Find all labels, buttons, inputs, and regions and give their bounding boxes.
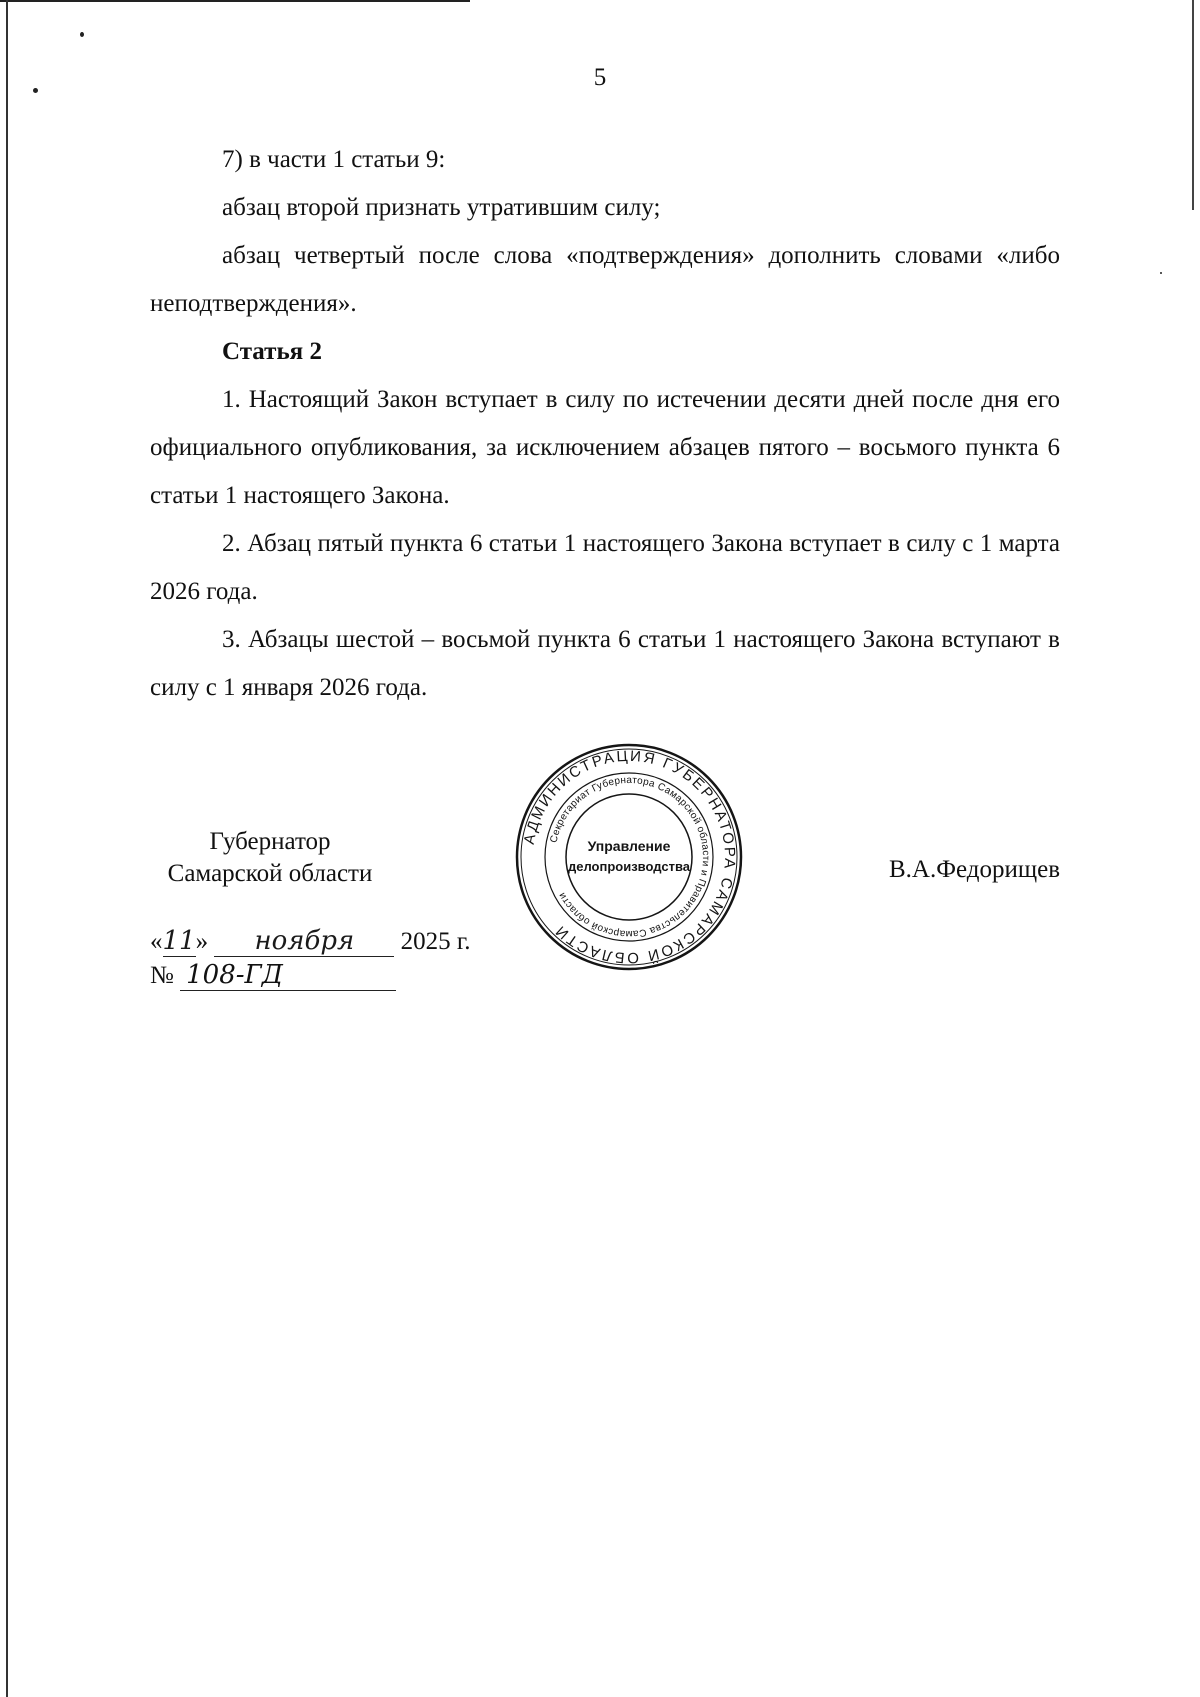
date-line: [150, 926, 471, 957]
signatory-title-line: Губернатор: [209, 828, 331, 855]
paragraph: 1. Настоящий Закон вступает в силу по истечении десяти дней после дня его официального опубликования, за исключением абзацев пятого – восьмого пункта 6 статьи 1 настоящего Закона.: [150, 386, 1060, 509]
date-day: 11: [162, 926, 196, 956]
article-heading: Статья 2: [222, 338, 322, 365]
date-close-quote: »: [195, 928, 209, 955]
scan-edge-left: [6, 0, 8, 1697]
date-month: ноября: [214, 926, 394, 957]
document-number-line: [150, 960, 396, 991]
scan-speck: [80, 32, 84, 37]
scan-edge-right: [1192, 0, 1194, 210]
official-seal: [514, 742, 744, 972]
paragraph: 3. Абзацы шестой – восьмой пункта 6 статьи 1 настоящего Закона вступают в силу с 1 января 2026 года.: [150, 626, 1060, 701]
signatory-name: В.А.Федорищев: [889, 856, 1060, 883]
document-number: 108-ГД: [180, 960, 396, 991]
paragraph: абзац второй признать утратившим силу;: [222, 194, 661, 221]
seal-inner-text: Секретариат Губернатора Самарской области и Правительства Самарской области: [548, 774, 712, 940]
seal-center-line: Управление: [587, 838, 671, 854]
scan-edge-top: [0, 0, 470, 2]
seal-center-line: делопроизводства: [567, 859, 691, 874]
date-year: 2025 г.: [400, 928, 471, 955]
paragraph: абзац четвертый после слова «подтверждения» дополнить словами «либо неподтверждения».: [150, 242, 1060, 317]
document-body: [150, 136, 1060, 712]
seal-outer-text: АДМИНИСТРАЦИЯ ГУБЕРНАТОРА САМАРСКОЙ ОБЛАСТИ: [520, 747, 739, 967]
page-number: 5: [593, 64, 607, 91]
date-open-quote: «: [150, 928, 163, 955]
number-label: №: [150, 962, 174, 989]
signatory-title-line: Самарской области: [167, 860, 373, 887]
paragraph: 7) в части 1 статьи 9:: [222, 146, 446, 173]
paragraph: 2. Абзац пятый пункта 6 статьи 1 настоящего Закона вступает в силу с 1 марта 2026 года.: [150, 530, 1060, 605]
scan-speck: [1160, 272, 1162, 274]
signatory-title: [150, 826, 390, 890]
